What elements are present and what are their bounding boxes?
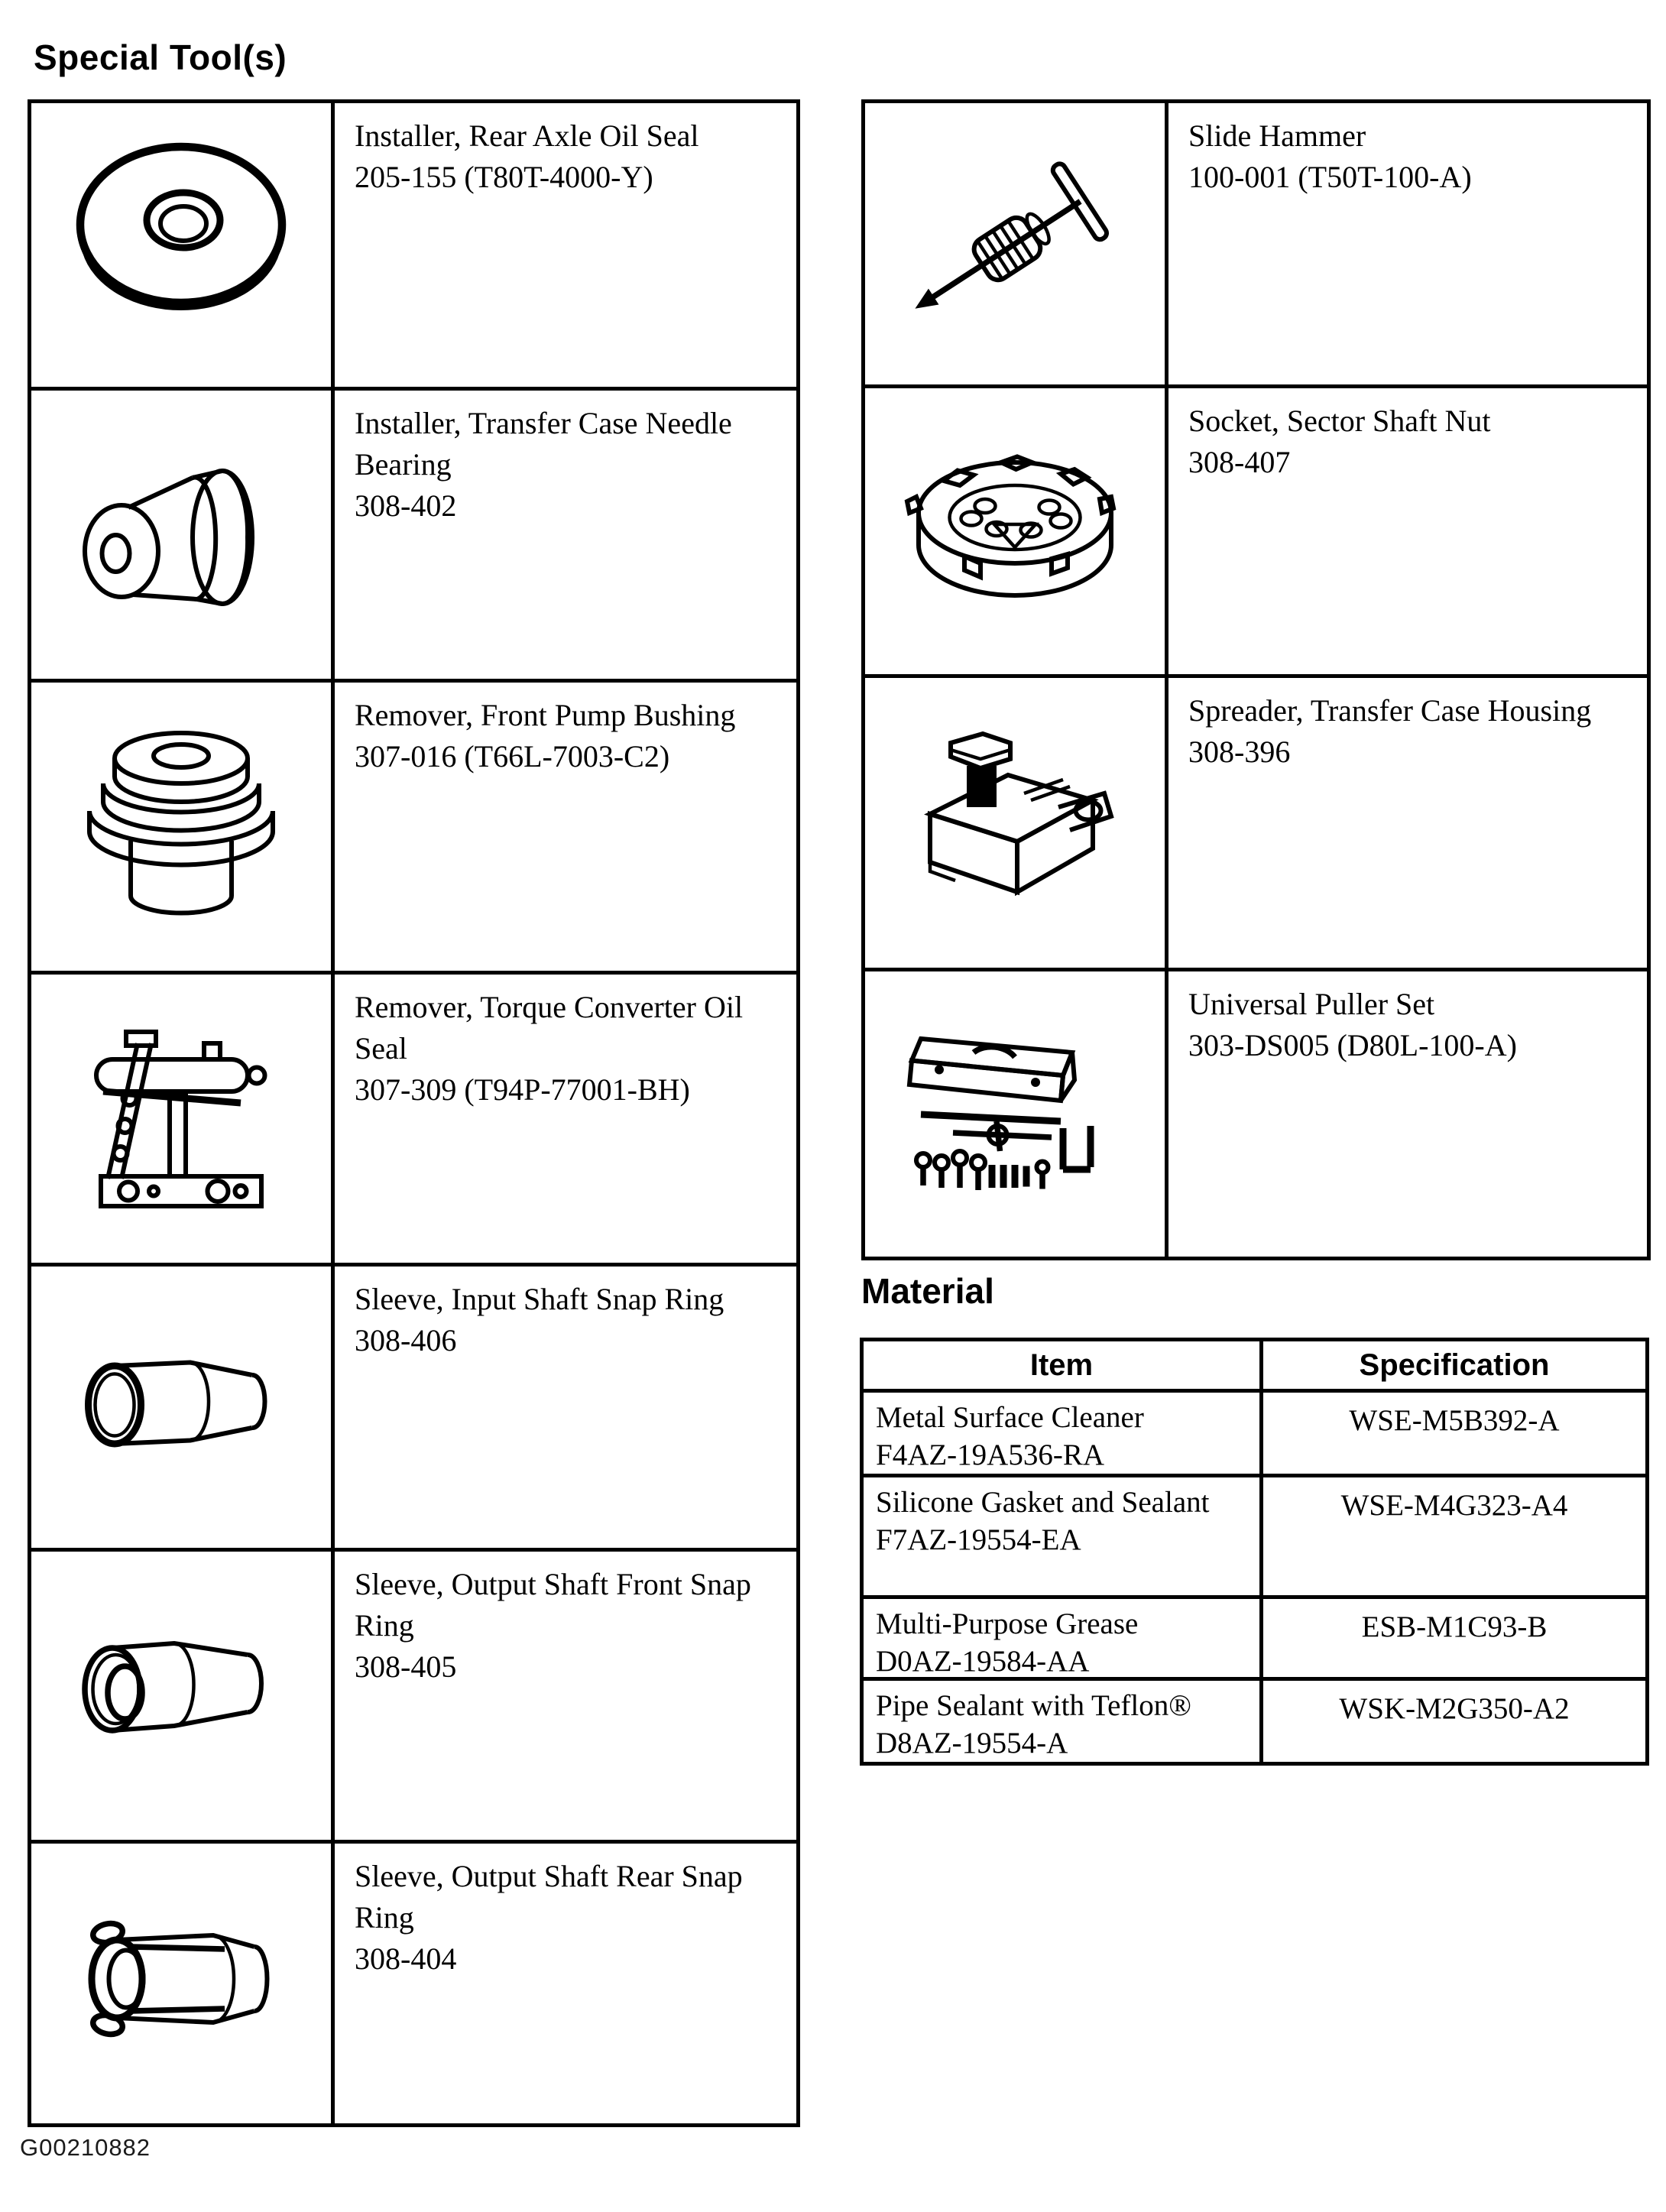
material-item	[864, 1393, 1259, 1474]
tool-code: 307-016 (T66L-7003-C2)	[355, 739, 670, 774]
tool-label: Socket, Sector Shaft Nut	[1188, 404, 1491, 438]
figure-id-code: G00210882	[20, 2134, 151, 2161]
material-spec: WSE-M5B392-A	[1263, 1393, 1645, 1474]
tool-description	[335, 391, 796, 679]
material-item-code: F4AZ-19A536-RA	[876, 1438, 1104, 1471]
material-item-code: F7AZ-19554-EA	[876, 1523, 1081, 1556]
universal-puller-set-icon	[889, 988, 1141, 1241]
material-table	[860, 1338, 1649, 1766]
tool-label: Sleeve, Output Shaft Front Snap Ring	[355, 1567, 751, 1643]
tool-description	[335, 1267, 796, 1548]
material-item	[864, 1477, 1259, 1595]
page-title: Special Tool(s)	[34, 37, 287, 77]
torque-converter-oil-seal-remover-icon	[55, 993, 307, 1245]
material-item-name: Pipe Sealant with Teflon®	[876, 1689, 1191, 1722]
tool-illustration-cell	[31, 1267, 331, 1548]
tool-description	[335, 683, 796, 971]
tool-illustration-cell	[31, 1844, 331, 2123]
material-item-name: Metal Surface Cleaner	[876, 1401, 1144, 1434]
tool-label: Sleeve, Output Shaft Rear Snap Ring	[355, 1859, 743, 1935]
tool-code: 308-406	[355, 1323, 457, 1357]
material-item	[864, 1681, 1259, 1762]
tool-code: 303-DS005 (D80L-100-A)	[1188, 1028, 1517, 1062]
tool-illustration-cell	[31, 975, 331, 1263]
tool-description	[335, 975, 796, 1263]
special-tools-table-left	[28, 99, 800, 2127]
special-tools-table-right	[861, 99, 1651, 1260]
tool-illustration-cell	[865, 103, 1165, 384]
tool-description	[1168, 103, 1647, 384]
tool-code: 308-405	[355, 1649, 457, 1684]
tool-description	[1168, 388, 1647, 674]
output-shaft-rear-snap-ring-sleeve-icon	[55, 1857, 307, 2110]
tool-illustration-cell	[31, 683, 331, 971]
tool-code: 307-309 (T94P-77001-BH)	[355, 1072, 690, 1107]
front-pump-bushing-remover-icon	[55, 701, 307, 953]
tool-illustration-cell	[865, 971, 1165, 1257]
tool-illustration-cell	[31, 103, 331, 387]
tool-label: Installer, Rear Axle Oil Seal	[355, 118, 699, 153]
material-spec: ESB-M1C93-B	[1263, 1599, 1645, 1677]
tool-illustration-cell	[31, 1552, 331, 1840]
material-item-name: Multi-Purpose Grease	[876, 1607, 1139, 1640]
material-item	[864, 1599, 1259, 1677]
material-item-name: Silicone Gasket and Sealant	[876, 1486, 1210, 1519]
tool-label: Slide Hammer	[1188, 118, 1366, 153]
material-spec: WSK-M2G350-A2	[1263, 1681, 1645, 1762]
tool-code: 308-404	[355, 1941, 457, 1976]
slide-hammer-icon	[889, 118, 1141, 370]
tool-illustration-cell	[31, 391, 331, 679]
material-spec: WSE-M4G323-A4	[1263, 1477, 1645, 1595]
tool-code: 308-407	[1188, 445, 1291, 479]
tool-description	[1168, 678, 1647, 968]
transfer-case-housing-spreader-icon	[889, 697, 1141, 949]
tool-description	[1168, 971, 1647, 1257]
input-shaft-snap-ring-sleeve-icon	[55, 1281, 307, 1533]
tool-label: Universal Puller Set	[1188, 987, 1435, 1021]
tool-description	[335, 1552, 796, 1840]
rear-axle-oil-seal-installer-icon	[55, 119, 307, 371]
material-item-code: D8AZ-19554-A	[876, 1727, 1068, 1760]
material-heading: Material	[861, 1271, 994, 1311]
material-column-header-specification: Specification	[1263, 1341, 1645, 1389]
tool-code: 205-155 (T80T-4000-Y)	[355, 160, 653, 194]
tool-code: 100-001 (T50T-100-A)	[1188, 160, 1472, 194]
material-item-code: D0AZ-19584-AA	[876, 1645, 1090, 1677]
tool-label: Remover, Front Pump Bushing	[355, 698, 736, 732]
tool-label: Installer, Transfer Case Needle Bearing	[355, 406, 732, 482]
tool-label: Remover, Torque Converter Oil Seal	[355, 990, 744, 1065]
tool-label: Sleeve, Input Shaft Snap Ring	[355, 1282, 724, 1316]
tool-illustration-cell	[865, 678, 1165, 968]
material-column-header-item: Item	[864, 1341, 1259, 1389]
transfer-case-needle-bearing-installer-icon	[55, 409, 307, 661]
tool-code: 308-396	[1188, 735, 1291, 769]
tool-code: 308-402	[355, 488, 457, 523]
sector-shaft-nut-socket-icon	[889, 405, 1141, 657]
tool-description	[335, 103, 796, 387]
tool-label: Spreader, Transfer Case Housing	[1188, 693, 1592, 728]
tool-illustration-cell	[865, 388, 1165, 674]
tool-description	[335, 1844, 796, 2123]
output-shaft-front-snap-ring-sleeve-icon	[55, 1570, 307, 1822]
